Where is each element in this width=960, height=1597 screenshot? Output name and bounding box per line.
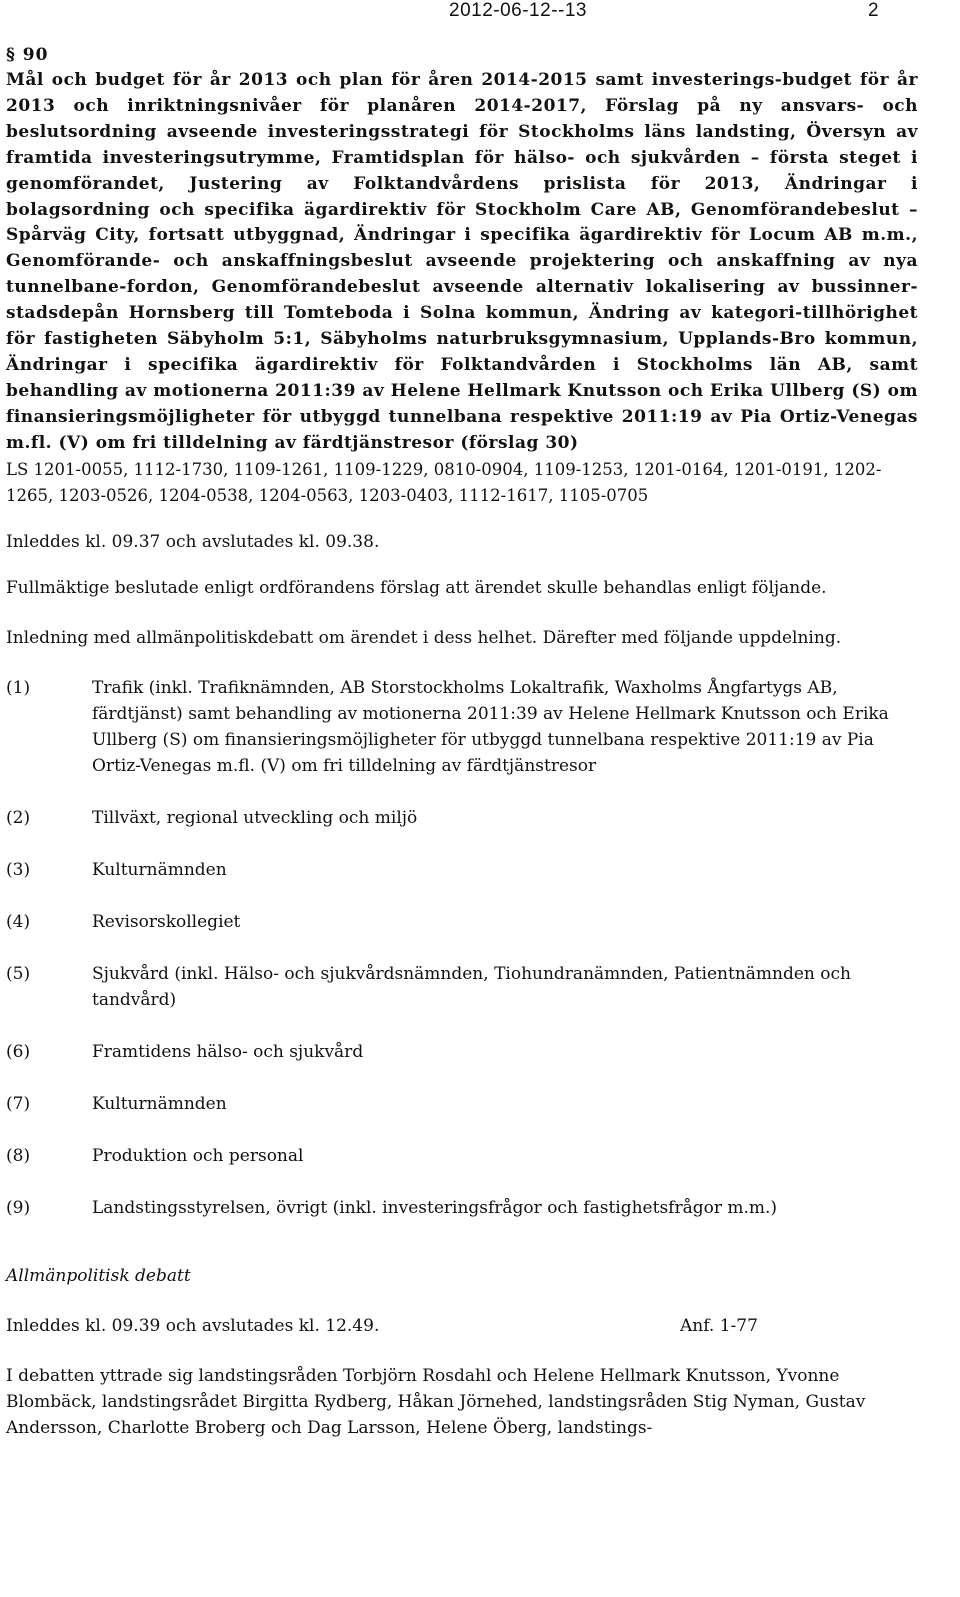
- list-item-number: (2): [6, 807, 31, 828]
- debate-paragraph: I debatten yttrade sig landstingsråden Torbjörn Rosdahl och Helene Hellmark Knutsson, Yvonne Blombäck, landstingsrådet Birgitta Rydberg, Håkan Jörnehed, landstingsråden Stig Nyman, Gustav Andersson, Charlotte Broberg och Dag Larsson, Helene Öberg, landstings-: [6, 1365, 866, 1438]
- page-number: 2: [868, 0, 879, 21]
- list-item: [6, 675, 918, 779]
- debate-heading: Allmänpolitisk debatt: [6, 1265, 191, 1286]
- section-number: § 90: [6, 45, 49, 65]
- opened-paragraph: Inleddes kl. 09.37 och avslutades kl. 09.38.: [6, 531, 380, 552]
- list-item-text: Trafik (inkl. Trafiknämnden, AB Storstockholms Lokaltrafik, Waxholms Ångfartygs AB, färdtjänst) samt behandling av motionerna 2011:39 av Helene Hellmark Knutsson och Erika Ullberg (S) om finansieringsmöjligheter för utbyggd tunnelbana respektive 2011:19 av Pia Ortiz-Venegas m.fl. (V) om fri tilldelning av färdtjänstresor: [92, 677, 889, 776]
- debate-time: Inleddes kl. 09.39 och avslutades kl. 12.49.: [6, 1315, 380, 1336]
- list-item-text: Framtidens hälso- och sjukvård: [92, 1041, 364, 1062]
- list-item: [6, 805, 918, 831]
- list-item: [6, 1039, 918, 1065]
- list-item-text: Produktion och personal: [92, 1145, 304, 1166]
- list-item-text: Tillväxt, regional utveckling och miljö: [92, 807, 418, 828]
- agenda-list: [6, 675, 918, 1221]
- debate-speech-range: Anf. 1-77: [680, 1315, 758, 1336]
- list-item: [6, 1091, 918, 1117]
- list-item-number: (9): [6, 1197, 31, 1218]
- header-date: 2012-06-12--13: [449, 0, 587, 21]
- list-item-number: (6): [6, 1041, 31, 1062]
- section-title: Mål och budget för år 2013 och plan för åren 2014-2015 samt investerings-budget för år 2013 och inriktningsnivåer för planåren 2014-2017, Förslag på ny ansvars- och beslutsordning avseende investeringsstrategi för Stockholms läns landsting, Översyn av framtida investeringsutrymme, Framtidsplan för hälso- och sjukvården – första steget i genomförandet, Justering av Folktandvårdens prislista för 2013, Ändringar i bolagsordning och specifika ägardirektiv för Stockholm Care AB, Genomförandebeslut – Spårväg City, fortsatt utbyggnad, Ändringar i specifika ägardirektiv för Locum AB m.m., Genomförande- och anskaffningsbeslut avseende projektering och anskaffning av nya tunnelbane-fordon, Genomförandebeslut avseende alternativ lokalisering av bussinner-stadsdepån Hornsberg till Tomteboda i Solna kommun, Ändring av kategori-tillhörighet för fastigheten Säbyholm 5:1, Säbyholms naturbruksgymnasium, Upplands-Bro kommun, Ändringar i specifika ägardirektiv för Folktandvården i Stockholms län AB, samt behandling av motionerna 2011:39 av Helene Hellmark Knutsson och Erika Ullberg (S) om finansieringsmöjligheter för utbyggd tunnelbana respektive 2011:19 av Pia Ortiz-Venegas m.fl. (V) om fri tilldelning av färdtjänstresor (förslag 30): [6, 70, 918, 453]
- list-item: [6, 961, 918, 1013]
- document-body: [6, 42, 918, 1458]
- list-item-number: (3): [6, 859, 31, 880]
- decision-paragraph: Fullmäktige beslutade enligt ordförandens förslag att ärendet skulle behandlas enligt följande.: [6, 577, 827, 598]
- debate-time-row: [6, 1313, 918, 1339]
- list-item: [6, 1195, 918, 1221]
- intro-paragraph: Inledning med allmänpolitiskdebatt om ärendet i dess helhet. Därefter med följande uppdelning.: [6, 627, 842, 648]
- list-item-text: Kulturnämnden: [92, 1093, 227, 1114]
- list-item: [6, 1143, 918, 1169]
- list-item-text: Landstingsstyrelsen, övrigt (inkl. investeringsfrågor och fastighetsfrågor m.m.): [92, 1197, 778, 1218]
- list-item-number: (4): [6, 911, 31, 932]
- list-item-number: (1): [6, 677, 31, 698]
- list-item: [6, 857, 918, 883]
- page-header: [0, 0, 960, 24]
- case-numbers: LS 1201-0055, 1112-1730, 1109-1261, 1109-1229, 0810-0904, 1109-1253, 1201-0164, 1201-0191, 1202-1265, 1203-0526, 1204-0538, 1204-0563, 1203-0403, 1112-1617, 1105-0705: [6, 459, 882, 505]
- list-item-text: Revisorskollegiet: [92, 911, 241, 932]
- list-item-text: Kulturnämnden: [92, 859, 227, 880]
- list-item-number: (8): [6, 1145, 31, 1166]
- list-item-number: (5): [6, 963, 31, 984]
- list-item: [6, 909, 918, 935]
- list-item-number: (7): [6, 1093, 31, 1114]
- list-item-text: Sjukvård (inkl. Hälso- och sjukvårdsnämnden, Tiohundranämnden, Patientnämnden och tandvård): [92, 963, 851, 1010]
